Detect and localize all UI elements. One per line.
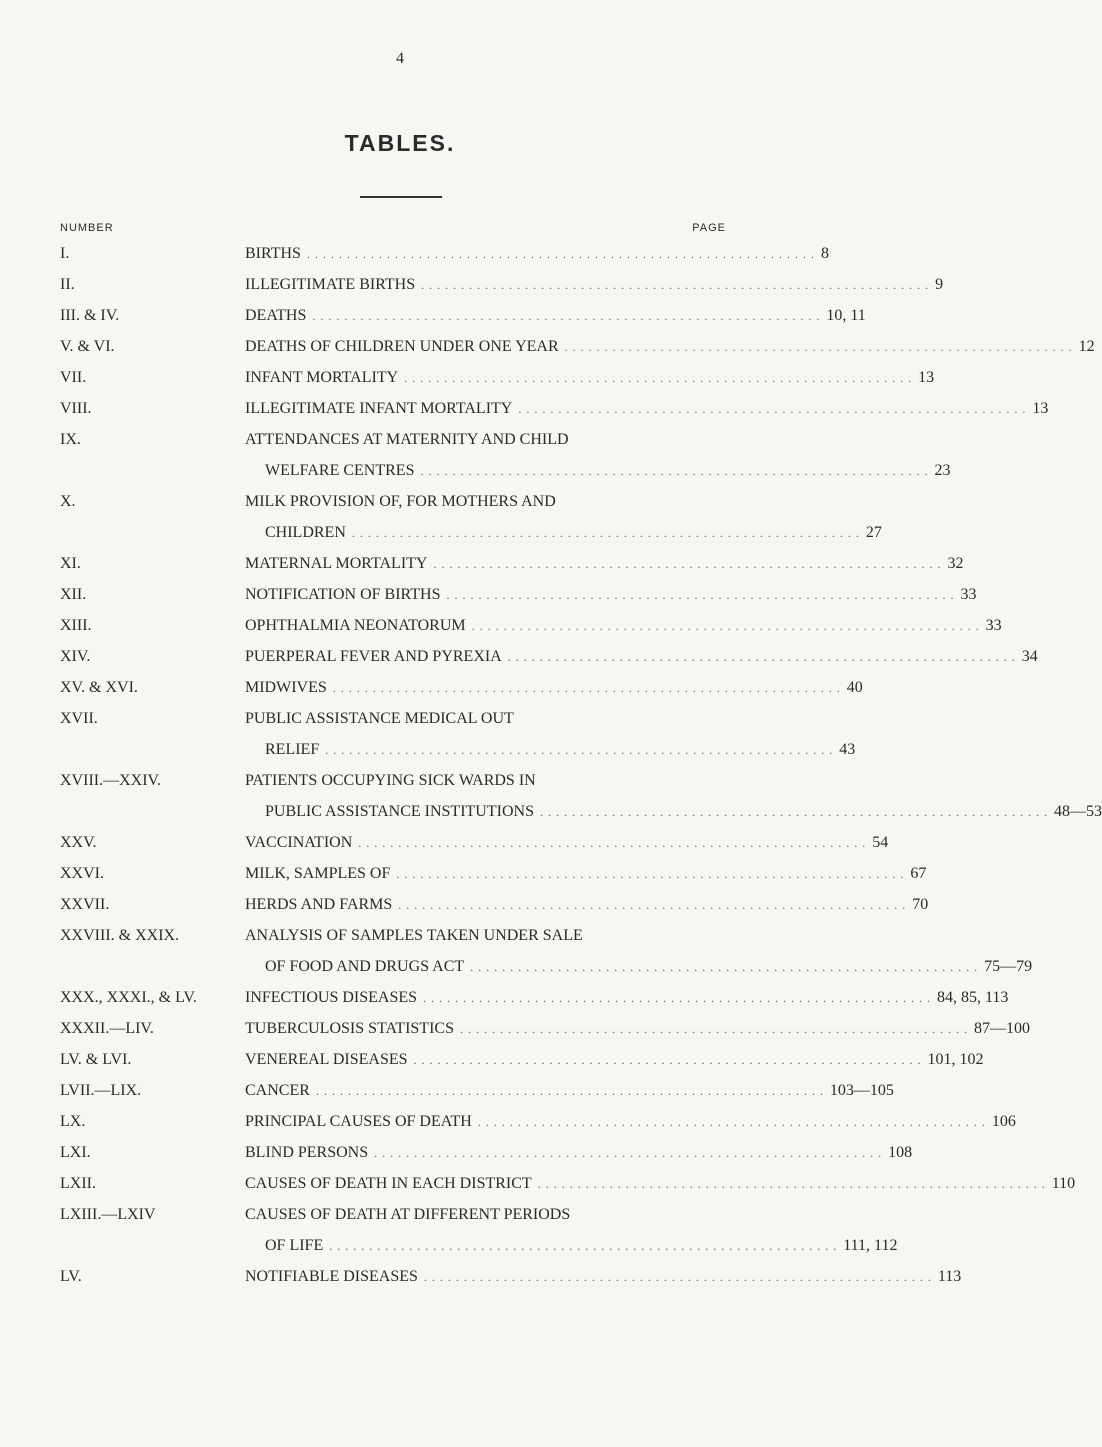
table-title-line	[245, 1113, 1016, 1130]
table-title-text: PUERPERAL FEVER AND PYREXIA	[245, 648, 502, 665]
table-title-line	[245, 1144, 913, 1161]
page-reference: 54	[872, 834, 889, 851]
table-title	[245, 834, 889, 851]
page-reference: 33	[985, 617, 1002, 634]
page-reference: 9	[935, 276, 944, 293]
table-entry-row	[0, 648, 1038, 665]
table-number: XXX., XXXI., & LV.	[60, 989, 197, 1006]
table-title	[245, 1144, 913, 1161]
dot-leader: . . . . . . . . . . . . . . . . . . . . . . . . . . . . . . . . . . . . . . . . . . . . . . . . . . . . . . . . . . . . . . . .	[351, 526, 860, 540]
table-title-line	[245, 711, 735, 727]
table-number: II.	[60, 276, 75, 293]
table-title	[245, 431, 951, 479]
table-title-line	[245, 462, 951, 479]
page-reference: 101, 102	[927, 1051, 984, 1068]
table-title-line	[245, 1268, 962, 1285]
page-reference: 23	[934, 462, 951, 479]
table-title-text: MILK, SAMPLES OF	[245, 865, 391, 882]
table-entry-row	[0, 431, 951, 479]
page-reference: 32	[947, 555, 964, 572]
dot-leader: . . . . . . . . . . . . . . . . . . . . . . . . . . . . . . . . . . . . . . . . . . . . . . . . . . . . . . . . . . . . . . . .	[315, 1084, 824, 1098]
dot-leader: . . . . . . . . . . . . . . . . . . . . . . . . . . . . . . . . . . . . . . . . . . . . . . . . . . . . . . . . . . . . . . . .	[477, 1115, 986, 1129]
table-title-line	[245, 834, 889, 851]
dot-leader: . . . . . . . . . . . . . . . . . . . . . . . . . . . . . . . . . . . . . . . . . . . . . . . . . . . . . . . . . . . . . . . .	[423, 991, 932, 1005]
page-reference: 110	[1051, 1175, 1076, 1192]
table-title-text: DEATHS	[245, 307, 307, 324]
table-entry-row	[0, 679, 863, 696]
table-title	[245, 276, 944, 293]
table-number: III. & IV.	[60, 307, 120, 324]
dot-leader: . . . . . . . . . . . . . . . . . . . . . . . . . . . . . . . . . . . . . . . . . . . . . . . . . . . . . . . . . . . . . . . .	[332, 681, 841, 695]
dot-leader: . . . . . . . . . . . . . . . . . . . . . . . . . . . . . . . . . . . . . . . . . . . . . . . . . . . . . . . . . . . . . . . .	[518, 402, 1027, 416]
page-reference: 8	[820, 245, 829, 262]
table-title-text: CANCER	[245, 1082, 310, 1099]
table-title	[245, 1268, 962, 1285]
dot-leader: . . . . . . . . . . . . . . . . . . . . . . . . . . . . . . . . . . . . . . . . . . . . . . . . . . . . . . . . . . . . . . . .	[470, 960, 979, 974]
table-number: VII.	[60, 369, 87, 386]
page-reference: 87—100	[973, 1020, 1030, 1037]
page-reference: 34	[1021, 648, 1038, 665]
table-entry-row	[0, 1175, 1076, 1192]
table-entry-row	[0, 927, 1033, 975]
page-reference: 10, 11	[826, 307, 866, 324]
table-entry-row	[0, 865, 927, 882]
table-title-line	[245, 369, 935, 386]
table-title	[245, 648, 1038, 665]
table-title	[245, 307, 866, 324]
page-reference: 103—105	[829, 1082, 894, 1099]
table-title	[245, 555, 964, 572]
table-title-text: DEATHS OF CHILDREN UNDER ONE YEAR	[245, 338, 559, 355]
table-title-line	[245, 958, 1033, 975]
table-number: XXXII.—LIV.	[60, 1020, 154, 1037]
number-column-header: NUMBER	[60, 222, 114, 234]
table-title-text: CAUSES OF DEATH IN EACH DISTRICT	[245, 1175, 532, 1192]
page-reference: 70	[912, 896, 929, 913]
table-entry-row	[0, 1144, 913, 1161]
table-entry-row	[0, 1268, 962, 1285]
table-number: VIII.	[60, 400, 92, 417]
table-title	[245, 400, 1049, 417]
table-title-text: PRINCIPAL CAUSES OF DEATH	[245, 1113, 472, 1130]
table-title	[245, 710, 856, 758]
table-number: XIII.	[60, 617, 92, 634]
table-number: LVII.—LIX.	[60, 1082, 142, 1099]
dot-leader: . . . . . . . . . . . . . . . . . . . . . . . . . . . . . . . . . . . . . . . . . . . . . . . . . . . . . . . . . . . . . . . .	[421, 278, 930, 292]
table-title-text: PATIENTS OCCUPYING SICK WARDS IN	[245, 772, 536, 789]
table-title-text: TUBERCULOSIS STATISTICS	[245, 1020, 454, 1037]
table-number: LXI.	[60, 1144, 91, 1161]
table-title-line	[245, 617, 1002, 634]
table-entry-row	[0, 307, 866, 324]
table-number: I.	[60, 245, 70, 262]
dot-leader: . . . . . . . . . . . . . . . . . . . . . . . . . . . . . . . . . . . . . . . . . . . . . . . . . . . . . . . . . . . . . . . .	[433, 557, 942, 571]
page-reference: 113	[937, 1268, 962, 1285]
table-title-line	[245, 679, 863, 696]
page-reference: 13	[918, 369, 935, 386]
table-title-line	[245, 432, 735, 448]
table-title	[245, 896, 929, 913]
page-title: TABLES.	[344, 130, 456, 156]
table-title-line	[245, 586, 977, 603]
table-number: XV. & XVI.	[60, 679, 138, 696]
table-title-text: INFECTIOUS DISEASES	[245, 989, 418, 1006]
page-reference: 48—53	[1053, 803, 1102, 820]
table-entry-row	[0, 555, 964, 572]
table-title	[245, 586, 977, 603]
table-title	[245, 1020, 1030, 1037]
dot-leader: . . . . . . . . . . . . . . . . . . . . . . . . . . . . . . . . . . . . . . . . . . . . . . . . . . . . . . . . . . . . . . . .	[459, 1022, 968, 1036]
dot-leader: . . . . . . . . . . . . . . . . . . . . . . . . . . . . . . . . . . . . . . . . . . . . . . . . . . . . . . . . . . . . . . . .	[312, 309, 821, 323]
table-title-text: INFANT MORTALITY	[245, 369, 399, 386]
table-title-line	[245, 741, 856, 758]
table-title-line	[245, 307, 866, 324]
table-title-line	[245, 648, 1038, 665]
table-entry-row	[0, 772, 1102, 820]
table-title-line	[245, 400, 1049, 417]
table-number: XVII.	[60, 710, 98, 727]
table-title-text: ANALYSIS OF SAMPLES TAKEN UNDER SALE	[245, 927, 583, 944]
table-title-text: RELIEF	[265, 741, 320, 758]
table-title	[245, 865, 927, 882]
table-entry-row	[0, 989, 1009, 1006]
table-title-line	[245, 494, 735, 510]
table-title-line	[245, 1051, 984, 1068]
table-title-text: CAUSES OF DEATH AT DIFFERENT PERIODS	[245, 1206, 571, 1223]
page-number: 4	[396, 50, 404, 67]
table-number: V. & VI.	[60, 338, 115, 355]
table-title-line	[245, 1207, 735, 1223]
page-reference: 13	[1032, 400, 1049, 417]
dot-leader: . . . . . . . . . . . . . . . . . . . . . . . . . . . . . . . . . . . . . . . . . . . . . . . . . . . . . . . . . . . . . . . .	[446, 588, 955, 602]
table-number: XXVI.	[60, 865, 104, 882]
page-column-header: PAGE	[692, 222, 726, 234]
table-title	[245, 927, 1033, 975]
table-title-text: BIRTHS	[245, 245, 301, 262]
dot-leader: . . . . . . . . . . . . . . . . . . . . . . . . . . . . . . . . . . . . . . . . . . . . . . . . . . . . . . . . . . . . . . . .	[329, 1239, 838, 1253]
table-title-line	[245, 524, 882, 541]
table-title-text: NOTIFICATION OF BIRTHS	[245, 586, 441, 603]
page-reference: 108	[888, 1144, 913, 1161]
table-title-text: HERDS AND FARMS	[245, 896, 393, 913]
table-title-text: ATTENDANCES AT MATERNITY AND CHILD	[245, 431, 569, 448]
table-entry-row	[0, 586, 977, 603]
table-title-line	[245, 896, 929, 913]
table-entry-row	[0, 245, 829, 262]
table-entry-row	[0, 276, 944, 293]
table-number: LXIII.—LXIV	[60, 1206, 156, 1223]
table-entry-row	[0, 1113, 1016, 1130]
table-entry-row	[0, 834, 889, 851]
table-title-text: OF FOOD AND DRUGS ACT	[265, 958, 465, 975]
table-title	[245, 1051, 984, 1068]
table-title	[245, 1082, 894, 1099]
table-entry-row	[0, 896, 929, 913]
table-title-text: BLIND PERSONS	[245, 1144, 369, 1161]
table-title	[245, 989, 1009, 1006]
dot-leader: . . . . . . . . . . . . . . . . . . . . . . . . . . . . . . . . . . . . . . . . . . . . . . . . . . . . . . . . . . . . . . . .	[423, 1270, 932, 1284]
table-number: X.	[60, 493, 76, 510]
table-title-text: CHILDREN	[265, 524, 346, 541]
table-title	[245, 1113, 1016, 1130]
table-title-text: WELFARE CENTRES	[265, 462, 415, 479]
page-reference: 106	[991, 1113, 1016, 1130]
table-title	[245, 1175, 1076, 1192]
dot-leader: . . . . . . . . . . . . . . . . . . . . . . . . . . . . . . . . . . . . . . . . . . . . . . . . . . . . . . . . . . . . . . . .	[358, 836, 867, 850]
table-title-text: MIDWIVES	[245, 679, 327, 696]
table-entry-row	[0, 369, 935, 386]
dot-leader: . . . . . . . . . . . . . . . . . . . . . . . . . . . . . . . . . . . . . . . . . . . . . . . . . . . . . . . . . . . . . . . .	[404, 371, 913, 385]
table-title-text: NOTIFIABLE DISEASES	[245, 1268, 418, 1285]
page-reference: 84, 85, 113	[937, 989, 1009, 1006]
table-number: XVIII.—XXIV.	[60, 772, 162, 789]
dot-leader: . . . . . . . . . . . . . . . . . . . . . . . . . . . . . . . . . . . . . . . . . . . . . . . . . . . . . . . . . . . . . . . .	[537, 1177, 1046, 1191]
table-entry-row	[0, 1020, 1030, 1037]
table-entry-row	[0, 338, 1095, 355]
table-title-line	[245, 989, 1009, 1006]
tables-index	[0, 245, 1102, 1285]
table-title-text: VACCINATION	[245, 834, 353, 851]
table-title-line	[245, 1082, 894, 1099]
table-title-text: MILK PROVISION OF, FOR MOTHERS AND	[245, 493, 556, 510]
table-title-text: OF LIFE	[265, 1237, 324, 1254]
table-title-line	[245, 773, 735, 789]
table-title-text: MATERNAL MORTALITY	[245, 555, 428, 572]
dot-leader: . . . . . . . . . . . . . . . . . . . . . . . . . . . . . . . . . . . . . . . . . . . . . . . . . . . . . . . . . . . . . . . .	[374, 1146, 883, 1160]
table-number: XII.	[60, 586, 87, 603]
table-title-line	[245, 1237, 898, 1254]
table-title-text: PUBLIC ASSISTANCE MEDICAL OUT	[245, 710, 514, 727]
table-number: LV.	[60, 1268, 82, 1285]
table-title	[245, 338, 1095, 355]
page-reference: 12	[1078, 338, 1095, 355]
table-title	[245, 617, 1002, 634]
dot-leader: . . . . . . . . . . . . . . . . . . . . . . . . . . . . . . . . . . . . . . . . . . . . . . . . . . . . . . . . . . . . . . . .	[539, 805, 1048, 819]
table-title	[245, 493, 882, 541]
table-number: LX.	[60, 1113, 86, 1130]
dot-leader: . . . . . . . . . . . . . . . . . . . . . . . . . . . . . . . . . . . . . . . . . . . . . . . . . . . . . . . . . . . . . . . .	[325, 743, 834, 757]
table-entry-row	[0, 1082, 894, 1099]
table-title-text: OPHTHALMIA NEONATORUM	[245, 617, 466, 634]
table-title-line	[245, 245, 829, 262]
page-reference: 33	[960, 586, 977, 603]
dot-leader: . . . . . . . . . . . . . . . . . . . . . . . . . . . . . . . . . . . . . . . . . . . . . . . . . . . . . . . . . . . . . . . .	[471, 619, 980, 633]
table-title-line	[245, 555, 964, 572]
table-title-line	[245, 928, 735, 944]
dot-leader: . . . . . . . . . . . . . . . . . . . . . . . . . . . . . . . . . . . . . . . . . . . . . . . . . . . . . . . . . . . . . . . .	[413, 1053, 922, 1067]
table-number: XI.	[60, 555, 81, 572]
table-title	[245, 772, 1102, 820]
page-reference: 67	[910, 865, 927, 882]
table-entry-row	[0, 1051, 984, 1068]
table-title-text: ILLEGITIMATE INFANT MORTALITY	[245, 400, 513, 417]
table-title-text: ILLEGITIMATE BIRTHS	[245, 276, 416, 293]
table-title	[245, 245, 829, 262]
table-number: LXII.	[60, 1175, 96, 1192]
table-title	[245, 1206, 898, 1254]
dot-leader: . . . . . . . . . . . . . . . . . . . . . . . . . . . . . . . . . . . . . . . . . . . . . . . . . . . . . . . . . . . . . . . .	[398, 898, 907, 912]
page-reference: 43	[839, 741, 856, 758]
table-number: XXVII.	[60, 896, 110, 913]
table-entry-row	[0, 493, 882, 541]
table-number: XXV.	[60, 834, 97, 851]
table-entry-row	[0, 400, 1049, 417]
page-reference: 75—79	[984, 958, 1033, 975]
table-title-line	[245, 276, 944, 293]
table-number: XXVIII. & XXIX.	[60, 927, 180, 944]
dot-leader: . . . . . . . . . . . . . . . . . . . . . . . . . . . . . . . . . . . . . . . . . . . . . . . . . . . . . . . . . . . . . . . .	[507, 650, 1016, 664]
table-number: LV. & LVI.	[60, 1051, 132, 1068]
dot-leader: . . . . . . . . . . . . . . . . . . . . . . . . . . . . . . . . . . . . . . . . . . . . . . . . . . . . . . . . . . . . . . . .	[306, 247, 815, 261]
title-divider	[360, 196, 442, 198]
table-title-text: VENEREAL DISEASES	[245, 1051, 408, 1068]
dot-leader: . . . . . . . . . . . . . . . . . . . . . . . . . . . . . . . . . . . . . . . . . . . . . . . . . . . . . . . . . . . . . . . .	[564, 340, 1073, 354]
table-title-line	[245, 803, 1102, 820]
table-title-text: PUBLIC ASSISTANCE INSTITUTIONS	[265, 803, 534, 820]
table-title	[245, 369, 935, 386]
table-entry-row	[0, 617, 1002, 634]
table-title	[245, 679, 863, 696]
table-title-line	[245, 1020, 1030, 1037]
page-reference: 111, 112	[843, 1237, 898, 1254]
dot-leader: . . . . . . . . . . . . . . . . . . . . . . . . . . . . . . . . . . . . . . . . . . . . . . . . . . . . . . . . . . . . . . . .	[420, 464, 929, 478]
table-number: XIV.	[60, 648, 91, 665]
page-reference: 27	[865, 524, 882, 541]
table-title-line	[245, 338, 1095, 355]
page-reference: 40	[846, 679, 863, 696]
table-entry-row	[0, 710, 856, 758]
table-number: IX.	[60, 431, 81, 448]
table-entry-row	[0, 1206, 898, 1254]
table-title-line	[245, 865, 927, 882]
dot-leader: . . . . . . . . . . . . . . . . . . . . . . . . . . . . . . . . . . . . . . . . . . . . . . . . . . . . . . . . . . . . . . . .	[396, 867, 905, 881]
table-title-line	[245, 1175, 1076, 1192]
